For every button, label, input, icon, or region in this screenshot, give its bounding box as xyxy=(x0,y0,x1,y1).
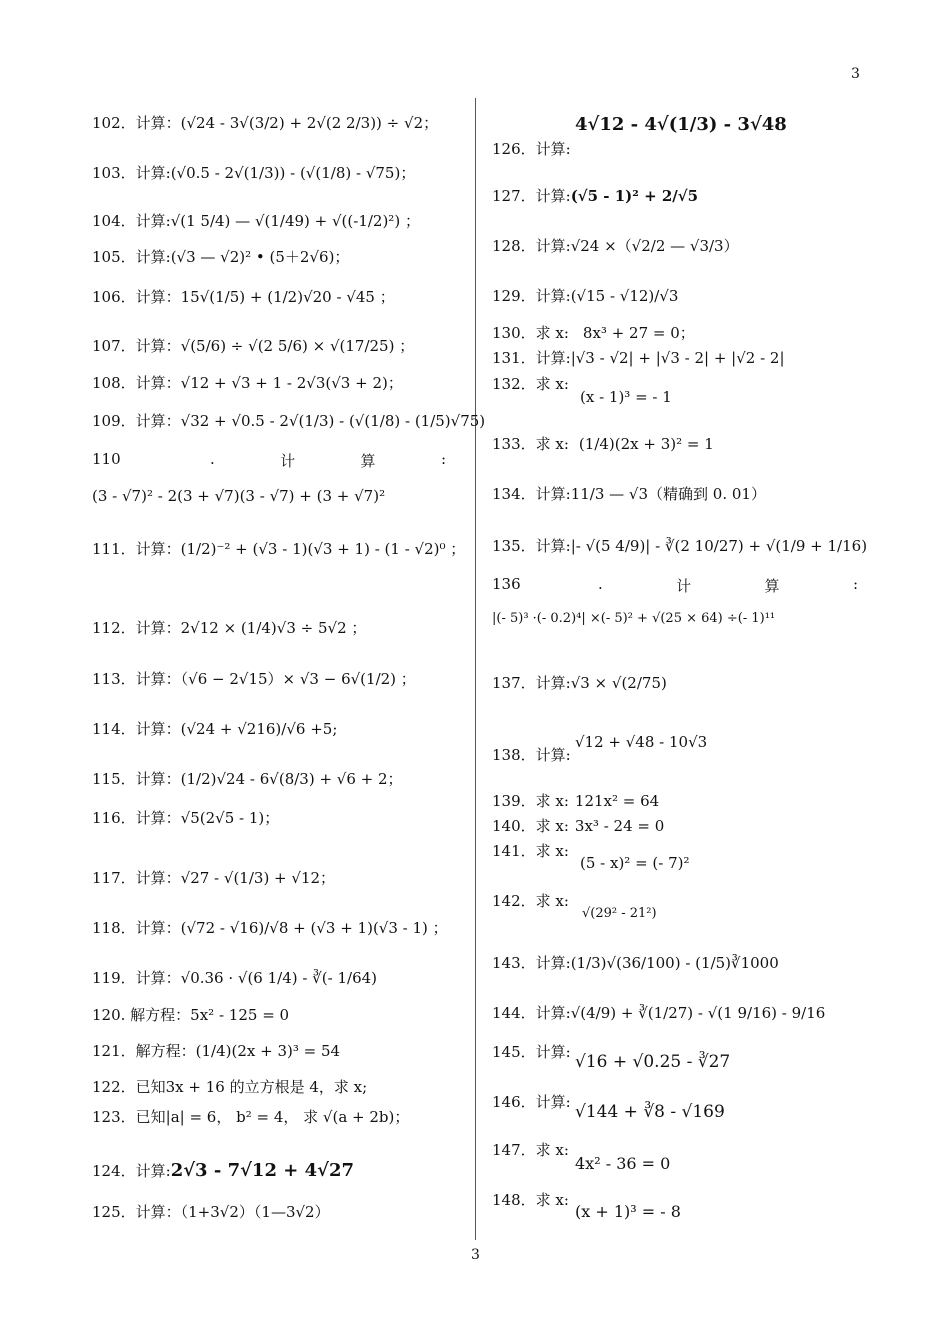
problem-142 xyxy=(492,892,569,910)
problem-139 xyxy=(492,792,659,810)
problem-expression: √27 - √(1/3) + √12； xyxy=(180,869,336,887)
problem-label: 123．已知 xyxy=(92,1108,166,1126)
problem-expression: 3x³ - 24 = 0 xyxy=(574,817,665,835)
problem-125 xyxy=(92,1203,330,1221)
problem-label: 112．计算： xyxy=(92,619,181,637)
problem-102 xyxy=(92,114,438,132)
problem-116 xyxy=(92,809,279,827)
problem-expression: |a| = 6， b² = 4， 求 √(a + 2b)； xyxy=(165,1108,410,1126)
problem-119 xyxy=(92,969,377,987)
problem-127 xyxy=(492,187,698,205)
problem-label: 147．求 x: xyxy=(492,1141,569,1159)
problem-expression: 15√(1/5) + (1/2)√20 - √45 ； xyxy=(180,288,395,306)
problem-123 xyxy=(92,1108,409,1126)
problem-label: 144．计算: xyxy=(492,1004,571,1022)
problem-105 xyxy=(92,248,349,266)
problem-132 xyxy=(492,375,569,393)
problem-expression: (1/4)(2x + 3)³ = 54 xyxy=(195,1042,341,1060)
problem-label: 146．计算: xyxy=(492,1093,571,1111)
problem-label: 120. 解方程： xyxy=(92,1006,191,1024)
problem-label: 141．求 x: xyxy=(492,842,569,860)
problem-104 xyxy=(92,212,420,230)
problem-expression: √(4/9) + ∛(1/27) - √(1 9/16) - 9/16 xyxy=(570,1004,826,1022)
problem-141-expression: (5 - x)² = (- 7)² xyxy=(580,854,690,872)
problem-109 xyxy=(92,412,485,430)
problem-label: 139．求 x: xyxy=(492,792,569,810)
problem-label: 135．计算: xyxy=(492,537,571,555)
problem-103 xyxy=(92,164,415,182)
problem-label: 122．已知 xyxy=(92,1078,166,1096)
problem-114 xyxy=(92,720,337,738)
problem-121 xyxy=(92,1042,340,1060)
problem-label: 109．计算： xyxy=(92,412,181,430)
problem-113 xyxy=(92,670,416,688)
problem-label: 132．求 x: xyxy=(492,375,569,393)
problem-label: 130．求 x: xyxy=(492,324,569,342)
problem-141 xyxy=(492,842,569,860)
problem-label: 107．计算： xyxy=(92,337,181,355)
problem-expression: (√0.5 - 2√(1/3)) - (√(1/8) - √75)； xyxy=(170,164,416,182)
problem-145-expression: √16 + √0.25 - ∛27 xyxy=(575,1052,731,1072)
problem-137 xyxy=(492,674,667,692)
problem-label: 124．计算: xyxy=(92,1162,171,1180)
problem-label: 128．计算: xyxy=(492,237,571,255)
problem-expression: √0.36 · √(6 1/4) - ∛(- 1/64) xyxy=(180,969,378,987)
problem-expression: √24 ×（√2/2 — √3/3） xyxy=(570,237,739,255)
spread-colon: : xyxy=(440,450,446,468)
problem-label: 142．求 x: xyxy=(492,892,569,910)
problem-expression: （1+3√2）（1—3√2） xyxy=(180,1203,330,1221)
problem-expression: (√3 — √2)² • (5＋2√6)； xyxy=(170,248,350,266)
problem-expression: (√15 - √12)/√3 xyxy=(570,287,679,305)
problem-136-expression: |(- 5)³ ·(- 0.2)⁴| ×(- 5)² + √(25 × 64) ÷(- 1)¹¹ xyxy=(492,611,776,626)
problem-110-spread xyxy=(210,450,446,471)
problem-expression: (√5 - 1)² + 2/√5 xyxy=(570,187,699,205)
problem-111 xyxy=(92,540,465,558)
problem-138-expression: √12 + √48 - 10√3 xyxy=(575,733,708,751)
spread-colon: : xyxy=(852,575,858,593)
problem-expression: 121x² = 64 xyxy=(574,792,660,810)
problem-expression: √32 + √0.5 - 2√(1/3) - (√(1/8) - (1/5)√75) xyxy=(180,412,486,430)
problem-label: 110 xyxy=(92,450,121,468)
problem-147-expression: 4x² - 36 = 0 xyxy=(575,1154,671,1173)
problem-label: 102．计算： xyxy=(92,114,181,132)
problem-expression: （√6 − 2√15）× √3 − 6√(1/2) ； xyxy=(180,670,416,688)
problem-133 xyxy=(492,435,714,453)
problem-145 xyxy=(492,1043,571,1061)
problem-122 xyxy=(92,1078,367,1096)
problem-expression: √3 × √(2/75) xyxy=(570,674,667,692)
problem-148 xyxy=(492,1191,569,1209)
problem-expression: 3x + 16 的立方根是 4，求 x; xyxy=(165,1078,368,1096)
problem-label: 108．计算： xyxy=(92,374,181,392)
problem-expression: (√24 - 3√(3/2) + 2√(2 2/3)) ÷ √2； xyxy=(180,114,439,132)
problem-110 xyxy=(92,450,121,468)
problem-expression: (1/3)√(36/100) - (1/5)∛1000 xyxy=(570,954,779,972)
problem-136 xyxy=(492,575,521,593)
problem-label: 121．解方程： xyxy=(92,1042,196,1060)
problem-expression: 2√3 - 7√12 + 4√27 xyxy=(170,1160,354,1181)
problem-expression: (1/2)√24 - 6√(8/3) + √6 + 2； xyxy=(180,770,403,788)
problem-expression: (1/4)(2x + 3)² = 1 xyxy=(578,435,714,453)
problem-expression: √(5/6) ÷ √(2 5/6) × √(17/25) ； xyxy=(180,337,415,355)
problem-131 xyxy=(492,349,785,367)
problem-110-expression: (3 - √7)² - 2(3 + √7)(3 - √7) + (3 + √7)² xyxy=(92,487,386,505)
problem-expression: |- √(5 4/9)| - ∛(2 10/27) + √(1/9 + 1/16) xyxy=(570,537,868,555)
problem-label: 129．计算: xyxy=(492,287,571,305)
problem-130 xyxy=(492,324,695,342)
problem-label: 113．计算： xyxy=(92,670,181,688)
problem-expression: 8x³ + 27 = 0； xyxy=(582,324,695,342)
problem-146-expression: √144 + ∛8 - √169 xyxy=(575,1102,725,1122)
problem-label: 104．计算: xyxy=(92,212,171,230)
problem-label: 117．计算： xyxy=(92,869,181,887)
problem-106 xyxy=(92,288,395,306)
problem-label: 140．求 x: xyxy=(492,817,569,835)
problem-label: 134．计算: xyxy=(492,485,571,503)
problem-144 xyxy=(492,1004,825,1022)
problem-136-spread xyxy=(598,575,858,596)
problem-126: 126．计算: xyxy=(492,140,571,158)
problem-112 xyxy=(92,619,366,637)
spread-dot: . xyxy=(210,450,215,468)
problem-label: 116．计算： xyxy=(92,809,181,827)
problem-expression: √(1 5/4) — √(1/49) + √((-1/2)²) ； xyxy=(170,212,420,230)
problem-expression: 11/3 — √3（精确到 0. 01） xyxy=(570,485,766,503)
problem-label: 136 xyxy=(492,575,521,593)
problem-label: 114．计算： xyxy=(92,720,181,738)
column-divider xyxy=(475,98,476,1240)
problem-label: 145．计算: xyxy=(492,1043,571,1061)
problem-146 xyxy=(492,1093,571,1111)
problem-label: 143．计算: xyxy=(492,954,571,972)
problem-143 xyxy=(492,954,779,972)
problem-126-expression: 4√12 - 4√(1/3) - 3√48 xyxy=(575,114,787,135)
problem-expression: 2√12 × (1/4)√3 ÷ 5√2 ； xyxy=(180,619,367,637)
problem-label: 111．计算： xyxy=(92,540,181,558)
problem-147 xyxy=(492,1141,569,1159)
problem-label: 105．计算: xyxy=(92,248,171,266)
problem-label: 131．计算: xyxy=(492,349,571,367)
problem-expression: (√72 - √16)/√8 + (√3 + 1)(√3 - 1) ； xyxy=(180,919,448,937)
page-number-top: 3 xyxy=(851,66,860,82)
problem-label: 127．计算: xyxy=(492,187,571,205)
problem-108 xyxy=(92,374,403,392)
problem-142-expression: √(29² - 21²) xyxy=(582,906,657,921)
problem-124 xyxy=(92,1162,354,1180)
spread-dot: . xyxy=(598,575,603,593)
problem-label: 118．计算： xyxy=(92,919,181,937)
problem-148-expression: (x + 1)³ = - 8 xyxy=(575,1202,681,1221)
problem-expression: |√3 - √2| + |√3 - 2| + |√2 - 2| xyxy=(570,349,785,367)
page-number-bottom: 3 xyxy=(471,1247,480,1263)
problem-129 xyxy=(492,287,678,305)
problem-expression: 5x² - 125 = 0 xyxy=(190,1006,290,1024)
problem-expression: (√24 + √216)/√6 +5; xyxy=(180,720,338,738)
problem-138: 138．计算: xyxy=(492,746,571,764)
problem-117 xyxy=(92,869,335,887)
problem-label: 106．计算： xyxy=(92,288,181,306)
problem-label: 115．计算： xyxy=(92,770,181,788)
problem-120 xyxy=(92,1006,289,1024)
spread-ji: 计 xyxy=(280,452,296,470)
problem-label: 103．计算: xyxy=(92,164,171,182)
problem-107 xyxy=(92,337,414,355)
problem-expression: √5(2√5 - 1)； xyxy=(180,809,280,827)
problem-115 xyxy=(92,770,403,788)
problem-128 xyxy=(492,237,739,255)
problem-label: 119．计算： xyxy=(92,969,181,987)
problem-134 xyxy=(492,485,766,503)
problem-118 xyxy=(92,919,448,937)
spread-suan: 算 xyxy=(360,452,376,470)
problem-expression: (1/2)⁻² + (√3 - 1)(√3 + 1) - (1 - √2)⁰ ； xyxy=(180,540,466,558)
problem-140 xyxy=(492,817,664,835)
problem-label: 125．计算： xyxy=(92,1203,181,1221)
spread-suan: 算 xyxy=(764,577,780,595)
problem-135 xyxy=(492,537,867,555)
problem-label: 148．求 x: xyxy=(492,1191,569,1209)
problem-expression: √12 + √3 + 1 - 2√3(√3 + 2)； xyxy=(180,374,403,392)
problem-label: 137．计算: xyxy=(492,674,571,692)
problem-label: 133．求 x: xyxy=(492,435,569,453)
problem-132-expression: (x - 1)³ = - 1 xyxy=(580,388,672,406)
spread-ji: 计 xyxy=(676,577,692,595)
